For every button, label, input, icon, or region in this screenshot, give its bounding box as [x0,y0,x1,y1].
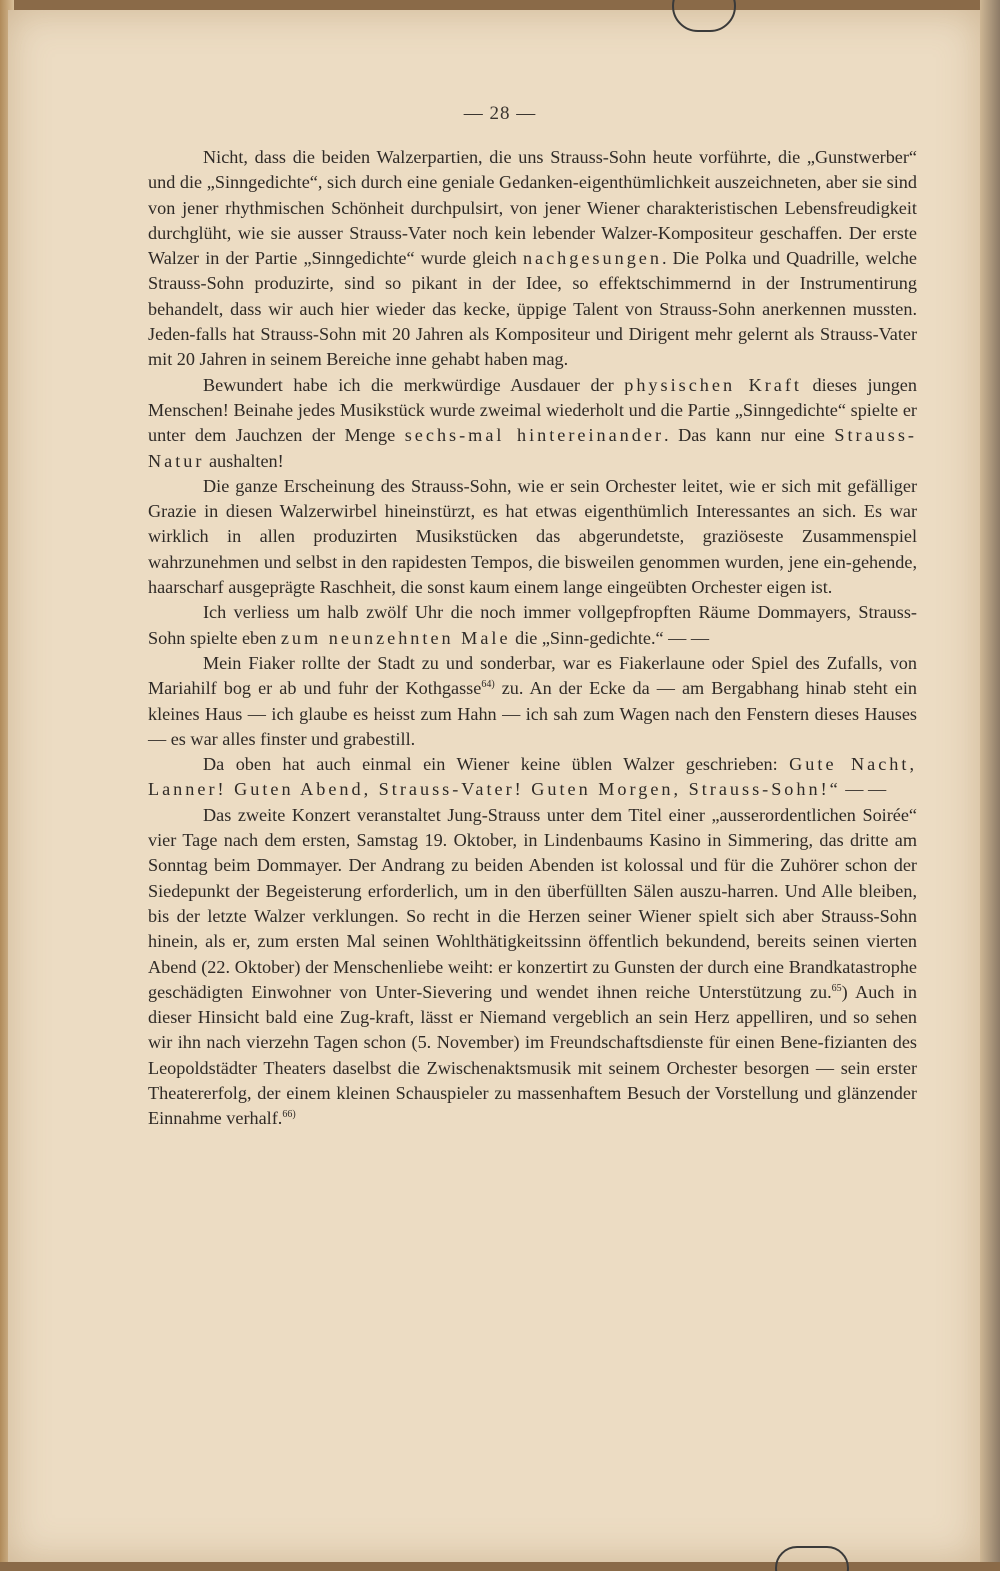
footnote-ref: 66) [282,1109,296,1121]
text-run: ) Auch in dieser Hinsicht bald eine Zug-kraft, lässt er Niemand vergeblich an sein Herz appelliren, und so sehen wir ihn nach vierzehn Tagen schon (5. November) im Freundschaftsdienste für einen Bene-fizianten des Leopoldstädter Theaters daselbst die Zwischenaktsmusik mit seinem Orchester besorgen — sein erster Theatererfolg, der einem kleinen Schauspieler zu massenhaftem Besuch der Vorstellung und glänzender Einnahme verhalf. [148,981,918,1129]
text-run: Die ganze Erscheinung des Strauss-Sohn, wie er sein Orchester leitet, wie er sich mit gefälliger Grazie in diesen Walzerwirbel hineinstürzt, es hat etwas eigenthümlich Interessantes an sich. Es war wirklich in allen produzirten Musikstücken das abgerundetste, graziöseste Zusammenspiel wahrzunehmen und selbst in den rapidesten Tempos, die bisweilen genommen wurden, jene ein-gehende, haarscharf ausgeprägte Raschheit, die sonst kaum einem lange eingeübten Orchester eigen ist. [148,475,917,598]
spaced-emphasis: sechs-mal hintereinander [404,425,665,446]
text-run: Mein Fiaker rollte der Stadt zu und sonderbar, war es Fiakerlaune oder Spiel des Zufalls, von Mariahilf bog er ab und fuhr der Kothgasse [148,652,917,699]
paragraph [148,474,917,600]
footnote-ref: 64) [481,679,495,691]
paragraph [148,600,917,651]
paper-clip-bottom [775,1546,849,1571]
spaced-emphasis: Gute Nacht, Lanner! Guten Abend, Strauss-Vater! Guten Morgen, Strauss-Sohn!“ [148,754,917,800]
text-run: Ich verliess um halb zwölf Uhr die noch immer vollgepfropften Räume Dommayers, Strauss-Sohn spielte eben [148,602,917,648]
text-run: Nicht, dass die beiden Walzerpartien, die uns Strauss-Sohn heute vorführte, die „Gunstwerber“ und die „Sinngedichte“, sich durch eine geniale Gedanken-eigenthümlichkeit auszeichneten, aber sie sind von jener rhythmischen Schönheit durchpulsirt, von jener Wiener charakteristischen Lebensfreudigkeit durchglüht, wie sie ausser Strauss-Vater noch kein lebender Walzer-Kompositeur geschaffen. Der erste Walzer in der Partie „Sinngedichte“ wurde gleich [148,147,917,269]
text-run: Das zweite Konzert veranstaltet Jung-Strauss unter dem Titel einer „ausserordentlichen Soirée“ vier Tage nach dem ersten, Samstag 19. Oktober, in Lindenbaums Kasino in Simmering, das dritte am Sonntag beim Dommayer. Der Andrang zu beiden Abenden ist kolossal und für die Zuhörer schon der Siedepunkt der Begeisterung erforderlich, um in den überfüllten Sälen auszu-harren. Und Alle bleiben, bis der letzte Walzer verklungen. So recht in die Herzen seiner Wiener spielt sich aber Strauss-Sohn hinein, als er, zum ersten Mal seinen Wohlthätigkeitssinn öffentlich bekundend, bereits seinen vierten Abend (22. Oktober) der Menschenliebe weiht: er konzertirt zu Gunsten der durch eine Brandkatastrophe geschädigten Einwohner von Unter-Sievering und wendet ihnen reiche Unterstützung zu. [148,804,917,1002]
text-run: aushalten! [204,450,284,471]
footnote-ref: 65 [831,982,842,994]
page-right-edge [980,0,1000,1571]
page-number: — 28 — [463,103,537,124]
paragraph [148,752,917,803]
spaced-emphasis: zum neunzehnten Male [280,627,511,648]
text-run: Bewundert habe ich die merkwürdige Ausdauer der [203,374,625,395]
paragraph [148,651,917,752]
text-run: dieses jungen Menschen! Beinahe jedes Musikstück wurde zweimal wiederholt und die Partie „Sinngedichte“ spielte er unter dem Jauchzen der Menge [148,374,917,446]
page-top-edge [0,0,1000,10]
body-text [148,145,917,1132]
text-run: — — [840,779,887,800]
paragraph [148,803,917,1132]
paragraph [148,145,917,373]
spaced-emphasis: nachgesungen [522,248,662,269]
text-run: . Das kann nur eine [664,425,835,446]
text-run: zu. An der Ecke da — am Bergabhang hinab steht ein kleines Haus — ich glaube es heisst zum Hahn — ich sah zum Wagen nach den Fenstern dieses Hauses — es war alles finster und grabestill. [148,678,917,749]
paragraph [148,373,917,474]
text-run: Da oben hat auch einmal ein Wiener keine üblen Walzer geschrieben: [203,754,790,775]
page-bottom-edge [0,1562,1000,1571]
spaced-emphasis: Strauss-Natur [148,425,917,471]
text-run: . Die Polka und Quadrille, welche Strauss-Sohn produzirte, sind so pikant in der Idee, so effektschimmernd in der Instrumentirung behandelt, dass wir auch hier wieder das kecke, üppige Talent von Strauss-Sohn anerkennen mussten. Jeden-falls hat Strauss-Sohn mit 20 Jahren als Kompositeur und Dirigent mehr gelernt als Strauss-Vater mit 20 Jahren in seinem Bereiche inne gehabt haben mag. [148,248,918,370]
text-run: die „Sinn-gedichte.“ — — [510,627,710,648]
spaced-emphasis: physischen Kraft [624,374,802,395]
